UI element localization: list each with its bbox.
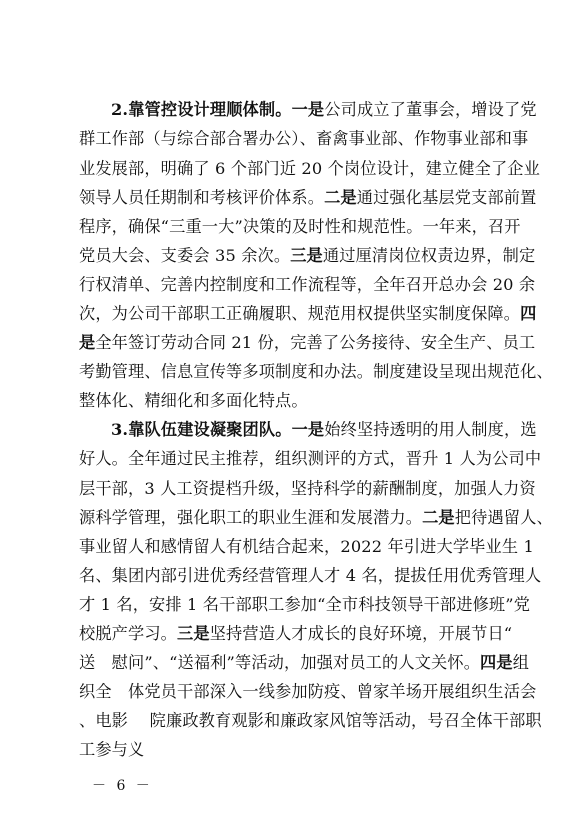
text-run: 织全 体党员干部深入一线参加防疫、曾家羊场开展组织生活会 xyxy=(79,682,537,701)
text-run: 行权清单、完善内控制度和工作流程等，全年召开总办会 20 余 xyxy=(79,275,536,294)
paragraph-line xyxy=(79,301,536,327)
text-run: 四 xyxy=(520,304,537,323)
text-run: 校脱产学习。 xyxy=(79,624,178,643)
text-run: 组 xyxy=(512,653,530,672)
text-run: 通过强化基层党支部前置 xyxy=(356,188,537,207)
paragraph-line xyxy=(79,156,540,182)
text-run: 一是 xyxy=(291,100,325,119)
paragraph-line xyxy=(79,185,536,211)
text-run: 公司成立了董事会，增设了党 xyxy=(324,100,537,119)
text-run: 好人。全年通过民主推荐，组织测评的方式，晋升 1 人为公司中 xyxy=(79,449,542,468)
text-run: 、电影 院廉政教育观影和廉政家风馆等活动，号召全体干部职 xyxy=(79,711,542,730)
text-run: 四是 xyxy=(480,653,513,672)
paragraph-line xyxy=(79,214,521,240)
text-run: 工参与义 xyxy=(79,740,145,759)
page-number: － 6 － xyxy=(92,778,153,794)
paragraph-line xyxy=(79,737,144,763)
paragraph-line xyxy=(79,272,535,298)
text-run: 是 xyxy=(79,333,96,352)
paragraph-line xyxy=(79,476,536,502)
paragraph-line xyxy=(111,97,537,123)
text-run: 党员大会、支委会 35 余次。 xyxy=(79,246,291,265)
text-run: 通过厘清岗位权责边界，制定 xyxy=(322,246,536,265)
text-run: 三是 xyxy=(177,624,210,643)
text-run: 领导人员任期制和考核评价体系。 xyxy=(79,188,325,207)
text-run: 层干部，3 人工资提档升级，坚持科学的薪酬制度，加强人力资 xyxy=(79,479,536,498)
paragraph-line xyxy=(79,388,308,414)
text-run: 二是 xyxy=(324,188,357,207)
text-run: 程序，确保“三重一大”决策的及时性和规范性。一年来，召开 xyxy=(79,217,521,236)
paragraph-line xyxy=(111,417,537,443)
paragraph-line xyxy=(79,563,541,589)
paragraph-line xyxy=(79,330,535,356)
text-run: 始终坚持透明的用人制度，选 xyxy=(324,420,537,439)
text-run: 名、集团内部引进优秀经营管理人才 4 名，提拔任用优秀管理人 xyxy=(79,566,542,585)
text-run: 才 1 名，安排 1 名干部职工参加“全市科技领导干部进修班”党 xyxy=(79,595,531,614)
text-run: 业发展部，明确了 6 个部门近 20 个岗位设计，建立健全了企业 xyxy=(79,159,540,178)
text-run: 考勤管理、信息宣传等多项制度和办法。制度建设呈现出规范化、 xyxy=(79,362,553,381)
paragraph-line xyxy=(79,534,534,560)
text-run: 3.靠队伍建设凝聚团队。 xyxy=(111,420,292,439)
text-run: 一是 xyxy=(291,420,325,439)
text-run: 二是 xyxy=(422,508,455,527)
paragraph-line xyxy=(79,679,536,705)
paragraph-line xyxy=(79,126,528,152)
text-run: 源科学管理，强化职工的职业生涯和发展潜力。 xyxy=(79,508,423,527)
paragraph-line xyxy=(79,650,529,676)
text-run: 全年签订劳动合同 21 份，完善了公务接待、安全生产、员工 xyxy=(95,333,536,352)
paragraph-line xyxy=(79,446,541,472)
paragraph-line xyxy=(79,621,512,647)
paragraph-line xyxy=(79,708,542,734)
text-run: 次，为公司干部职工正确履职、规范用权提供坚实制度保障。 xyxy=(79,304,521,323)
paragraph-line xyxy=(79,359,553,385)
text-run: 送 慰问”、“送福利”等活动，加强对员工的人文关怀。 xyxy=(79,653,481,672)
text-run: 事业留人和感情留人有机结合起来，2022 年引进大学毕业生 1 xyxy=(79,537,534,556)
text-run: 整体化、精细化和多面化特点。 xyxy=(79,391,308,410)
text-run: 2.靠管控设计理顺体制。 xyxy=(111,100,292,119)
paragraph-line xyxy=(79,243,535,269)
paragraph-line xyxy=(79,505,553,531)
text-run: 三是 xyxy=(290,246,323,265)
paragraph-line xyxy=(79,592,530,618)
text-run: 坚持营造人才成长的良好环境，开展节日“ xyxy=(209,624,513,643)
text-run: 群工作部（与综合部合署办公）、畜禽事业部、作物事业部和事 xyxy=(79,129,529,148)
text-run: 把待遇留人、 xyxy=(454,508,553,527)
